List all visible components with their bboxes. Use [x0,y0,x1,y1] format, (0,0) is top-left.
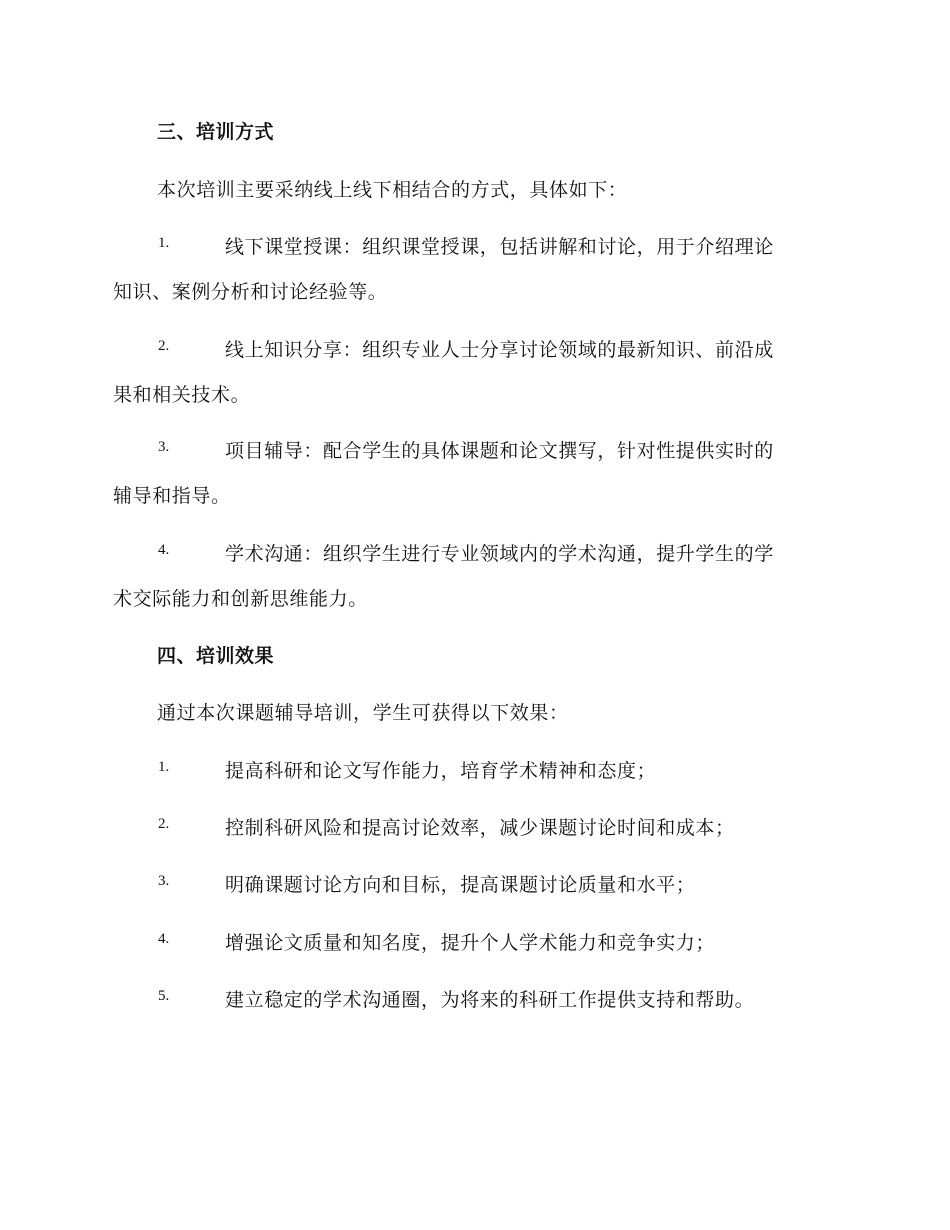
list-item-number: 2. [158,338,170,354]
list-item-number: 1. [158,759,170,775]
list-item-text-continued: 辅导和指导。 [113,485,231,507]
section-intro-training-effect: 通过本次课题辅导培训，学生可获得以下效果： [157,702,569,724]
list-item-text: 控制科研风险和提高讨论效率，减少课题讨论时间和成本； [225,817,735,839]
list-item-text-continued: 知识、案例分析和讨论经验等。 [113,281,388,303]
list-item-number: 3. [158,873,170,889]
list-item-number: 5. [158,988,170,1004]
section-heading-training-effect: 四、培训效果 [157,645,275,667]
list-item-text-continued: 果和相关技术。 [113,384,251,406]
list-item-text: 学术沟通：组织学生进行专业领域内的学术沟通，提升学生的学 [225,543,774,565]
list-item-text: 增强论文质量和知名度，提升个人学术能力和竞争实力； [225,932,716,954]
section-intro-training-method: 本次培训主要采纳线上线下相结合的方式，具体如下： [157,179,628,201]
list-item-text-continued: 术交际能力和创新思维能力。 [113,588,368,610]
list-item-text: 建立稳定的学术沟通圈，为将来的科研工作提供支持和帮助。 [225,989,755,1011]
list-item-number: 4. [158,931,170,947]
list-item-text: 线下课堂授课：组织课堂授课，包括讲解和讨论，用于介绍理论 [225,236,774,258]
list-item-text: 明确课题讨论方向和目标，提高课题讨论质量和水平； [225,874,696,896]
list-item-number: 2. [158,816,170,832]
list-item-text: 线上知识分享：组织专业人士分享讨论领域的最新知识、前沿成 [225,339,774,361]
section-heading-training-method: 三、培训方式 [157,121,275,143]
list-item-text: 提高科研和论文写作能力，培育学术精神和态度； [225,760,657,782]
list-item-number: 4. [158,542,170,558]
list-item-number: 3. [158,439,170,455]
list-item-number: 1. [158,235,170,251]
list-item-text: 项目辅导：配合学生的具体课题和论文撰写，针对性提供实时的 [225,440,774,462]
